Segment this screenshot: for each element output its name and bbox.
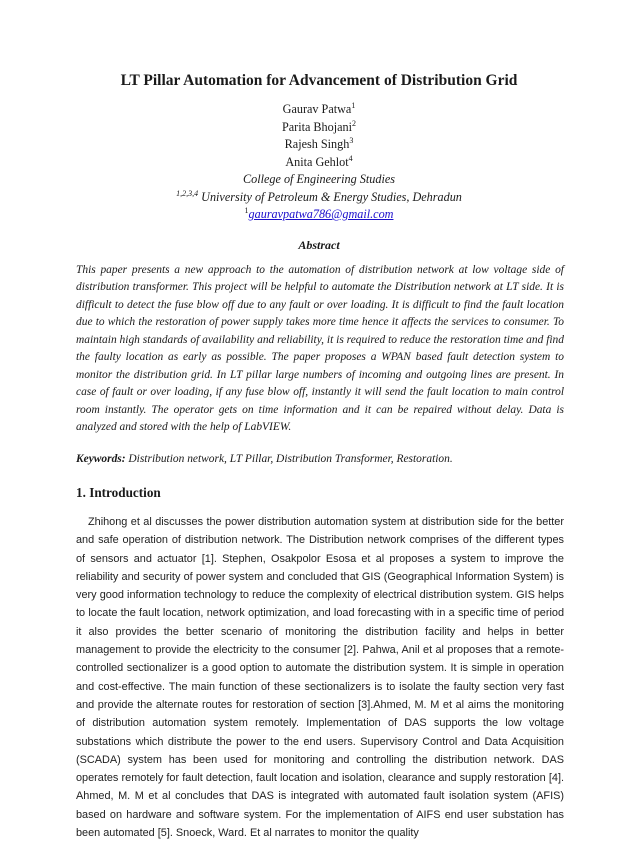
introduction-text: Zhihong et al discusses the power distribution automation system at distribution side for the better and safe operation of distribution network. The Distribution network comprises of the different types of sensors and actuator [1]. Stephen, Osakpolor Esosa et al proposes a system to improve the reliability and security of power system and concluded that GIS (Geographical Information System) is very good information technology to reduce the complexity of electrical distribution system. GIS helps to locate the fault location, network optimization, and load forecasting with in a specific time of period it also provides the better scenario of monitoring the distribution facility and helps in better management to provide the electricity to the consumer [2]. Pahwa, Anil et al proposes that a remote-controlled sectionalizer is a good option to automate the distribution system. It is simple in operation and cost-effective. The main function of these sectionalizers is to isolate the faulty section very fast and provide the alternate routes for restoration of section [3].Ahmed, M. M et al aims the monitoring of distribution automation system remotely. Implementation of DAS supports the low voltage substations which distribute the power to the end users. Supervisory Control and Data Acquisition (SCADA) system has been used for monitoring and controlling the distribution network. DAS operates remotely for fault detection, fault location and isolation, clearance and supply restoration [4]. Ahmed, M. M et al concludes that DAS is integrated with automated fault isolation system (AFIS) based on hardware and software system. For the implementation of AIFS end user substation has been automated [5]. Snoeck, Ward. Et al narrates to monitor the quality [76, 516, 564, 840]
keywords-text: Distribution network, LT Pillar, Distribution Transformer, Restoration. [128, 453, 453, 465]
author-mark: 2 [352, 118, 357, 128]
author-name: Parita Bhojani [281, 119, 353, 134]
abstract-text: This paper presents a new approach to the automation of distribution network at low voltage side of distribution transformer. This project will be helpful to automate the Distribution network at LT side. It is difficult to detect the fuse blow off due to any fault or over loading. It is difficult to find the fault location due to which the restoration of power supply takes more time hence it affects the services to consumer. To maintain high standards of availability and reliability, it is required to reduce the restoration time and find the faulty location as early as possible. The paper proposes a WPAN based fault detection system to monitor the distribution grid. In LT pillar large numbers of incoming and outgoing lines are present. In case of fault or over loading, if any fuse blow off, instantly it will send the fault location to main control room instantly. The operator gets on time information and it can be repaired without delay. Data is analyzed and stored with the help of LabVIEW. [76, 264, 564, 434]
email-link[interactable]: gauravpatwa786@gmail.com [248, 207, 394, 221]
abstract-heading: Abstract [298, 238, 340, 252]
keywords-line [76, 451, 564, 468]
college-affiliation: College of Engineering Studies [243, 172, 395, 186]
author-1 [0, 101, 638, 119]
section-heading-introduction: 1. Introduction [76, 485, 161, 500]
author-name: Gaurav Patwa [282, 102, 352, 116]
university-name: University of Petroleum & Energy Studies, Dehradun [201, 189, 462, 204]
author-3 [0, 136, 638, 154]
university-affiliation [0, 189, 638, 207]
keywords-label: Keywords: [76, 453, 126, 465]
email-line [0, 206, 638, 224]
author-2 [0, 119, 638, 137]
author-4 [0, 154, 638, 172]
author-name: Rajesh Singh [284, 137, 350, 151]
author-block [0, 101, 638, 224]
university-marks: 1,2,3,4 [176, 188, 199, 198]
author-mark: 1 [351, 100, 356, 110]
author-mark: 3 [349, 135, 354, 145]
author-mark: 4 [348, 153, 353, 163]
author-name: Anita Gehlot [285, 154, 349, 169]
email-mark: 1 [244, 205, 249, 215]
paper-title: LT Pillar Automation for Advancement of Distribution Grid [120, 72, 518, 89]
